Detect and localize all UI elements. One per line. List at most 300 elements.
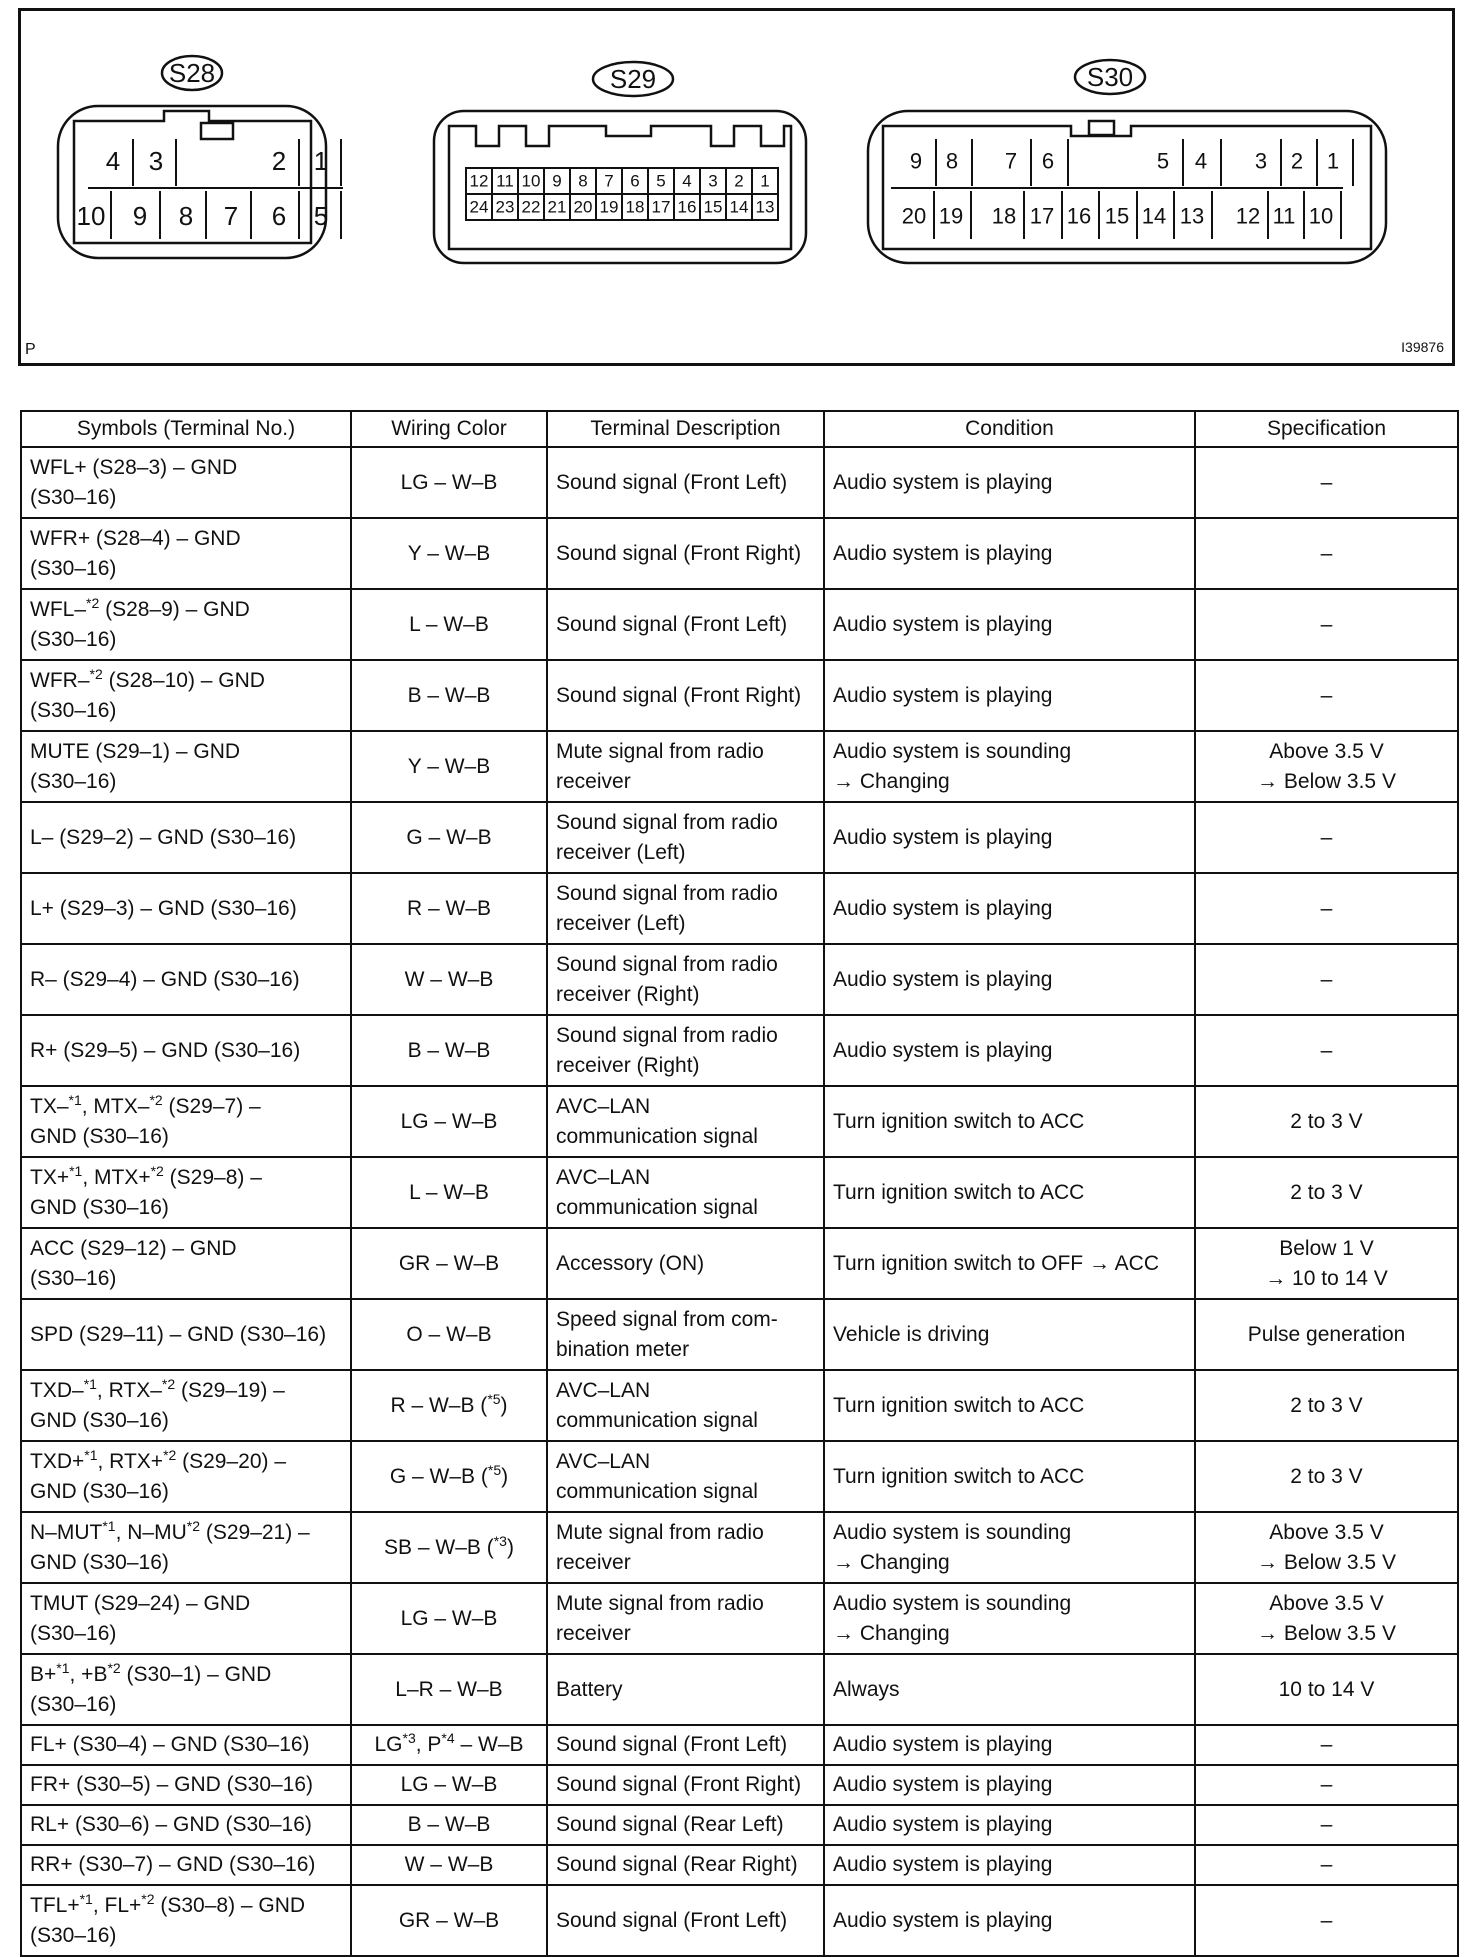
s30-pin-label: 10 — [1308, 203, 1334, 229]
cell-condition — [824, 1086, 1195, 1157]
cell-condition — [824, 1157, 1195, 1228]
table-row — [21, 944, 1458, 1015]
cell-condition — [824, 1228, 1195, 1299]
cell-condition — [824, 1654, 1195, 1725]
cell-specification-line: 2 to 3 V — [1290, 1109, 1363, 1133]
cell-specification-line: – — [1320, 1813, 1333, 1836]
cell-specification — [1195, 1765, 1458, 1805]
table-row — [21, 731, 1458, 802]
cell-symbol-line: WFR–$^{*2}$ (S28–10) – GND — [30, 665, 265, 692]
cell-wiring-color-line: GR – W–B — [398, 1908, 500, 1932]
cell-condition — [824, 1725, 1195, 1765]
cell-terminal-description-line: receiver — [556, 1550, 631, 1574]
cell-specification — [1195, 1370, 1458, 1441]
s30-pin-label: 5 — [1156, 148, 1170, 174]
cell-symbol-line: GND (S30–16) — [30, 1479, 169, 1503]
header-symbols: Symbols (Terminal No.) — [21, 411, 351, 447]
s29-outer-housing — [434, 111, 806, 263]
cell-wiring-color-line: R – W–B — [406, 896, 492, 920]
s29-pin-label: 16 — [677, 197, 697, 217]
footnote-marker: *5 — [487, 1461, 502, 1478]
cell-specification — [1195, 1725, 1458, 1765]
cell-condition-line: Audio system is playing — [833, 1038, 1053, 1062]
cell-wiring-color-line: W – W–B — [404, 967, 494, 991]
cell-condition-line: Audio system is playing — [833, 470, 1053, 494]
cell-terminal-description-line: Sound signal (Front Right) — [556, 541, 802, 565]
cell-wiring-color — [351, 660, 547, 731]
s28-pin-label: 9 — [132, 201, 148, 231]
cell-symbol-line: ACC (S29–12) – GND — [30, 1236, 237, 1260]
cell-condition-line: Audio system is sounding — [833, 1520, 1072, 1544]
footnote-marker: *2 — [186, 1517, 200, 1534]
figure-id: I39876 — [1401, 339, 1444, 355]
cell-wiring-color-line: W – W–B — [404, 1853, 494, 1876]
s29-pin-label: 15 — [703, 197, 723, 217]
s29-pin-label: 17 — [651, 197, 671, 217]
cell-symbol — [21, 1765, 351, 1805]
cell-symbol-line: FR+ (S30–5) – GND (S30–16) — [30, 1773, 314, 1796]
cell-condition — [824, 589, 1195, 660]
footnote-marker: *1 — [56, 1659, 70, 1676]
cell-terminal-description-line: receiver (Right) — [556, 982, 700, 1006]
cell-symbol — [21, 1583, 351, 1654]
cell-symbol — [21, 447, 351, 518]
cell-symbol-line: N–MUT$^{*1}$, N–MU$^{*2}$ (S29–21) – — [30, 1517, 310, 1544]
cell-wiring-color-line: LG – W–B — [400, 470, 498, 494]
footnote-marker: *2 — [149, 1091, 163, 1108]
footnote-marker: *2 — [163, 1446, 177, 1463]
cell-symbol-line: L– (S29–2) – GND (S30–16) — [30, 825, 297, 849]
table-row — [21, 1015, 1458, 1086]
cell-symbol — [21, 944, 351, 1015]
cell-symbol-line: R– (S29–4) – GND (S30–16) — [30, 967, 300, 991]
footnote-marker: *2 — [150, 1162, 164, 1179]
cell-specification — [1195, 1015, 1458, 1086]
cell-terminal-description-line: receiver — [556, 769, 631, 793]
cell-condition-line: Audio system is playing — [833, 1908, 1053, 1932]
s29-pin-label: 9 — [552, 171, 562, 191]
table-row — [21, 1228, 1458, 1299]
cell-terminal-description — [547, 660, 824, 731]
cell-terminal-description — [547, 1228, 824, 1299]
s30-pin-label: 4 — [1194, 148, 1208, 174]
s29-pin-label: 5 — [656, 171, 666, 191]
cell-symbol-line: L+ (S29–3) – GND (S30–16) — [30, 896, 297, 920]
cell-terminal-description-line: Sound signal (Rear Right) — [556, 1853, 798, 1876]
cell-terminal-description — [547, 1845, 824, 1885]
footnote-marker: *1 — [102, 1517, 116, 1534]
s29-pin-label: 22 — [521, 197, 541, 217]
cell-specification — [1195, 1441, 1458, 1512]
connector-drawing — [21, 11, 1452, 363]
cell-wiring-color — [351, 1885, 547, 1956]
cell-specification — [1195, 873, 1458, 944]
header-condition: Condition — [824, 411, 1195, 447]
cell-terminal-description-line: Sound signal from radio — [556, 810, 778, 834]
cell-terminal-description-line: Sound signal (Front Left) — [556, 1908, 788, 1932]
cell-terminal-description-line: Accessory (ON) — [556, 1251, 705, 1275]
cell-wiring-color-line: B – W–B — [407, 1038, 491, 1062]
cell-terminal-description — [547, 802, 824, 873]
cell-wiring-color-line: B – W–B — [407, 1813, 491, 1836]
cell-specification — [1195, 802, 1458, 873]
footnote-marker: *1 — [68, 1091, 82, 1108]
cell-terminal-description — [547, 1885, 824, 1956]
cell-condition-line: Audio system is playing — [833, 683, 1053, 707]
cell-condition — [824, 1765, 1195, 1805]
cell-terminal-description — [547, 1805, 824, 1845]
cell-wiring-color-line: Y – W–B — [407, 754, 491, 778]
cell-wiring-color — [351, 1299, 547, 1370]
cell-wiring-color — [351, 1441, 547, 1512]
s29-pin-label: 13 — [755, 197, 775, 217]
cell-specification-line: 10 to 14 V — [1278, 1677, 1375, 1701]
cell-symbol — [21, 731, 351, 802]
cell-specification-line: Above 3.5 V — [1269, 1591, 1384, 1615]
s29-pin-label: 8 — [578, 171, 588, 191]
cell-terminal-description — [547, 1015, 824, 1086]
cell-wiring-color-line: O – W–B — [406, 1322, 492, 1346]
cell-condition-line: Turn ignition switch to ACC — [833, 1109, 1085, 1133]
cell-terminal-description-line: Sound signal (Front Left) — [556, 1733, 788, 1756]
cell-wiring-color-line: L – W–B — [409, 612, 489, 636]
cell-specification-line: → Below 3.5 V — [1257, 1550, 1396, 1574]
cell-symbol-line: TXD–$^{*1}$, RTX–$^{*2}$ (S29–19) – — [30, 1375, 285, 1402]
cell-specification — [1195, 1885, 1458, 1956]
cell-wiring-color — [351, 447, 547, 518]
s29-pin-label: 18 — [625, 197, 645, 217]
footnote-marker: *2 — [141, 1890, 155, 1907]
table-row — [21, 447, 1458, 518]
cell-wiring-color-line: LG – W–B — [400, 1109, 498, 1133]
cell-wiring-color-line: SB – W–B ($^{*3}$) — [384, 1532, 514, 1559]
cell-symbol-line: (S30–16) — [30, 1266, 117, 1290]
cell-wiring-color — [351, 1228, 547, 1299]
footnote-marker: *5 — [487, 1390, 501, 1407]
s28-latch — [201, 123, 233, 139]
cell-specification — [1195, 1583, 1458, 1654]
table-row — [21, 1725, 1458, 1765]
cell-symbol-line: MUTE (S29–1) – GND — [30, 739, 241, 763]
cell-condition-line: → Changing — [833, 1550, 950, 1574]
cell-condition — [824, 944, 1195, 1015]
cell-specification-line: Above 3.5 V — [1269, 739, 1384, 763]
cell-condition — [824, 731, 1195, 802]
cell-terminal-description-line: AVC–LAN — [556, 1378, 651, 1402]
cell-specification-line: – — [1320, 612, 1333, 636]
s29-pin-label: 24 — [469, 197, 489, 217]
s30-pin-label: 9 — [909, 148, 923, 174]
cell-terminal-description-line: AVC–LAN — [556, 1094, 651, 1118]
cell-terminal-description-line: communication signal — [556, 1479, 758, 1503]
cell-symbol — [21, 1370, 351, 1441]
s28-pin-label: 7 — [223, 201, 239, 231]
cell-symbol-line: WFL–$^{*2}$ (S28–9) – GND — [30, 594, 250, 621]
cell-wiring-color-line: G – W–B ($^{*5}$) — [389, 1461, 509, 1488]
cell-terminal-description — [547, 1157, 824, 1228]
cell-specification-line: – — [1320, 683, 1333, 707]
cell-terminal-description-line: Sound signal from radio — [556, 881, 778, 905]
cell-symbol — [21, 518, 351, 589]
table-row — [21, 1805, 1458, 1845]
cell-specification-line: 2 to 3 V — [1290, 1393, 1363, 1417]
cell-condition — [824, 1370, 1195, 1441]
table-row — [21, 589, 1458, 660]
cell-terminal-description-line: Battery — [556, 1677, 623, 1701]
cell-symbol — [21, 1441, 351, 1512]
footnote-marker: *1 — [83, 1375, 97, 1392]
s28-outer-housing — [58, 106, 329, 258]
cell-specification — [1195, 589, 1458, 660]
table-row — [21, 1885, 1458, 1956]
cell-condition — [824, 873, 1195, 944]
s28-pin-label: 2 — [271, 146, 287, 176]
cell-wiring-color-line: L–R – W–B — [395, 1677, 503, 1701]
cell-condition-line: Turn ignition switch to ACC — [833, 1393, 1085, 1417]
cell-specification — [1195, 660, 1458, 731]
table-row — [21, 873, 1458, 944]
s28-pin-label: 1 — [313, 146, 329, 176]
cell-wiring-color-line: R – W–B ($^{*5}$) — [390, 1390, 508, 1417]
cell-terminal-description-line: bination meter — [556, 1337, 690, 1361]
s28-pin-label: 10 — [76, 201, 106, 231]
s30-pin-label: 7 — [1004, 148, 1018, 174]
s28-pin-label: 3 — [148, 146, 164, 176]
cell-symbol-line: GND (S30–16) — [30, 1195, 169, 1219]
cell-condition — [824, 1845, 1195, 1885]
cell-specification-line: – — [1320, 896, 1333, 920]
s30-pin-label: 2 — [1290, 148, 1304, 174]
cell-specification-line: – — [1320, 1908, 1333, 1932]
cell-terminal-description-line: receiver (Left) — [556, 911, 686, 935]
cell-terminal-description — [547, 1299, 824, 1370]
cell-symbol-line: TMUT (S29–24) – GND — [30, 1591, 251, 1615]
table-row — [21, 1765, 1458, 1805]
table-row — [21, 802, 1458, 873]
cell-wiring-color-line: B – W–B — [407, 683, 491, 707]
cell-symbol-line: TX–$^{*1}$, MTX–$^{*2}$ (S29–7) – — [30, 1091, 261, 1118]
s28-label: S28 — [168, 58, 216, 88]
cell-wiring-color-line: LG$^{*3}$, $P^{*4} - W-B$ — [374, 1730, 524, 1756]
cell-specification — [1195, 1512, 1458, 1583]
s30-pin-label: 19 — [938, 203, 964, 229]
cell-specification — [1195, 447, 1458, 518]
cell-symbol — [21, 1157, 351, 1228]
s30-pin-label: 13 — [1179, 203, 1205, 229]
cell-specification — [1195, 1654, 1458, 1725]
cell-symbol-line: (S30–16) — [30, 698, 117, 722]
table-row — [21, 1845, 1458, 1885]
cell-terminal-description — [547, 1583, 824, 1654]
cell-condition — [824, 802, 1195, 873]
cell-condition-line: Always — [833, 1677, 900, 1701]
footnote-marker: *4 — [441, 1730, 455, 1746]
cell-wiring-color — [351, 1765, 547, 1805]
cell-specification-line: – — [1320, 825, 1333, 849]
cell-specification-line: – — [1320, 1773, 1333, 1796]
cell-wiring-color-line: Y – W–B — [407, 541, 491, 565]
terminal-spec-table — [20, 410, 1459, 1957]
cell-specification-line: Pulse generation — [1247, 1322, 1406, 1346]
cell-wiring-color-line: GR – W–B — [398, 1251, 500, 1275]
s29-pin-label: 3 — [708, 171, 718, 191]
cell-specification — [1195, 1228, 1458, 1299]
cell-condition — [824, 518, 1195, 589]
cell-symbol-line: GND (S30–16) — [30, 1550, 169, 1574]
cell-wiring-color — [351, 1512, 547, 1583]
cell-specification — [1195, 944, 1458, 1015]
footnote-marker: *2 — [89, 665, 103, 682]
s29-pin-label: 10 — [521, 171, 541, 191]
s28-pin-label: 6 — [271, 201, 287, 231]
cell-symbol — [21, 1885, 351, 1956]
s28-pin-label: 5 — [313, 201, 329, 231]
cell-symbol-line: (S30–16) — [30, 556, 117, 580]
cell-terminal-description-line: communication signal — [556, 1195, 758, 1219]
cell-terminal-description — [547, 1086, 824, 1157]
cell-condition-line: Audio system is sounding — [833, 1591, 1072, 1615]
table-row — [21, 1299, 1458, 1370]
cell-terminal-description-line: Sound signal (Front Left) — [556, 470, 788, 494]
s29-pin-label: 12 — [469, 171, 489, 191]
cell-symbol-line: WFL+ (S28–3) – GND — [30, 455, 238, 479]
cell-symbol-line: RR+ (S30–7) – GND (S30–16) — [30, 1853, 316, 1876]
cell-symbol-line: SPD (S29–11) – GND (S30–16) — [30, 1322, 327, 1346]
cell-specification-line: – — [1320, 541, 1333, 565]
cell-condition-line: → Changing — [833, 1621, 950, 1645]
cell-symbol-line: (S30–16) — [30, 1923, 117, 1947]
cell-terminal-description-line: receiver (Left) — [556, 840, 686, 864]
cell-condition-line: Audio system is playing — [833, 896, 1053, 920]
cell-symbol — [21, 1725, 351, 1765]
header-terminal-description: Terminal Description — [547, 411, 824, 447]
s30-pin-label: 8 — [945, 148, 959, 174]
footnote-marker: *3 — [493, 1532, 507, 1549]
cell-symbol-line: (S30–16) — [30, 485, 117, 509]
s29-pin-label: 1 — [760, 171, 770, 191]
cell-specification-line: 2 to 3 V — [1290, 1180, 1363, 1204]
cell-specification — [1195, 518, 1458, 589]
cell-specification-line: → Below 3.5 V — [1257, 769, 1396, 793]
cell-symbol-line: GND (S30–16) — [30, 1408, 169, 1432]
cell-wiring-color-line: L – W–B — [409, 1180, 489, 1204]
cell-symbol — [21, 873, 351, 944]
s30-pin-label: 16 — [1066, 203, 1092, 229]
cell-terminal-description-line: receiver (Right) — [556, 1053, 700, 1077]
s30-pin-label: 12 — [1235, 203, 1261, 229]
cell-specification-line: → 10 to 14 V — [1265, 1266, 1388, 1290]
s29-pin-label: 6 — [630, 171, 640, 191]
cell-condition — [824, 660, 1195, 731]
cell-terminal-description-line: communication signal — [556, 1124, 758, 1148]
s30-pin-label: 20 — [901, 203, 927, 229]
s30-latch — [1089, 121, 1114, 135]
cell-condition-line: Audio system is sounding — [833, 739, 1072, 763]
table-row — [21, 1583, 1458, 1654]
cell-condition-line: Audio system is playing — [833, 1853, 1053, 1876]
cell-symbol — [21, 1086, 351, 1157]
cell-terminal-description — [547, 447, 824, 518]
cell-specification-line: – — [1320, 1733, 1333, 1756]
cell-symbol-line: RL+ (S30–6) – GND (S30–16) — [30, 1813, 312, 1836]
cell-condition-line: Audio system is playing — [833, 1733, 1053, 1756]
cell-condition-line: Turn ignition switch to ACC — [833, 1180, 1085, 1204]
cell-symbol-line: WFR+ (S28–4) – GND — [30, 526, 241, 550]
cell-wiring-color — [351, 1015, 547, 1086]
cell-condition-line: Audio system is playing — [833, 967, 1053, 991]
table-row — [21, 1086, 1458, 1157]
cell-terminal-description — [547, 1512, 824, 1583]
cell-symbol — [21, 1015, 351, 1086]
cell-symbol — [21, 1654, 351, 1725]
cell-condition-line: Audio system is playing — [833, 1773, 1053, 1796]
cell-symbol-line: TX+$^{*1}$, MTX+$^{*2}$ (S29–8) – — [30, 1162, 262, 1189]
s29-pin-label: 4 — [682, 171, 692, 191]
s29-pin-label: 11 — [496, 171, 514, 191]
footnote-marker: *3 — [402, 1730, 416, 1746]
s29-pin-label: 2 — [734, 171, 744, 191]
cell-specification-line: – — [1320, 1853, 1333, 1876]
cell-condition — [824, 1512, 1195, 1583]
table-row — [21, 518, 1458, 589]
corner-label: P — [25, 341, 36, 358]
cell-wiring-color-line: G – W–B — [406, 825, 492, 849]
cell-terminal-description — [547, 1725, 824, 1765]
connector-diagram — [18, 8, 1455, 366]
cell-wiring-color — [351, 1805, 547, 1845]
cell-terminal-description-line: Sound signal from radio — [556, 952, 778, 976]
s30-pin-label: 1 — [1326, 148, 1340, 174]
cell-wiring-color — [351, 802, 547, 873]
cell-condition-line: Audio system is playing — [833, 825, 1053, 849]
cell-terminal-description — [547, 518, 824, 589]
cell-condition — [824, 1299, 1195, 1370]
cell-wiring-color — [351, 1583, 547, 1654]
cell-specification — [1195, 1299, 1458, 1370]
cell-symbol-line: TXD+$^{*1}$, RTX+$^{*2}$ (S29–20) – — [30, 1446, 287, 1473]
header-wiring-color: Wiring Color — [351, 411, 547, 447]
cell-symbol-line: GND (S30–16) — [30, 1124, 169, 1148]
cell-specification-line: 2 to 3 V — [1290, 1464, 1363, 1488]
s30-pin-label: 3 — [1254, 148, 1268, 174]
cell-terminal-description-line: receiver — [556, 1621, 631, 1645]
s28-pin-label: 8 — [178, 201, 194, 231]
cell-specification-line: Above 3.5 V — [1269, 1520, 1384, 1544]
cell-terminal-description-line: Sound signal (Rear Left) — [556, 1813, 784, 1836]
cell-specification-line: Below 1 V — [1279, 1236, 1374, 1260]
cell-wiring-color-line: LG – W–B — [400, 1606, 498, 1630]
cell-terminal-description — [547, 1765, 824, 1805]
footnote-marker: *1 — [84, 1446, 98, 1463]
cell-wiring-color — [351, 1086, 547, 1157]
cell-symbol — [21, 660, 351, 731]
cell-symbol-line: FL+ (S30–4) – GND (S30–16) — [30, 1733, 310, 1756]
cell-terminal-description-line: communication signal — [556, 1408, 758, 1432]
s30-pin-label: 14 — [1141, 203, 1167, 229]
cell-specification-line: → Below 3.5 V — [1257, 1621, 1396, 1645]
cell-terminal-description — [547, 873, 824, 944]
cell-specification-line: – — [1320, 1038, 1333, 1062]
s30-pin-label: 15 — [1104, 203, 1130, 229]
cell-condition-line: Turn ignition switch to OFF → ACC — [833, 1251, 1159, 1275]
cell-condition — [824, 1015, 1195, 1086]
cell-wiring-color — [351, 731, 547, 802]
header-specification: Specification — [1195, 411, 1458, 447]
table-row — [21, 1512, 1458, 1583]
cell-symbol-line: (S30–16) — [30, 1621, 117, 1645]
footnote-marker: *2 — [107, 1659, 121, 1676]
cell-terminal-description — [547, 1370, 824, 1441]
